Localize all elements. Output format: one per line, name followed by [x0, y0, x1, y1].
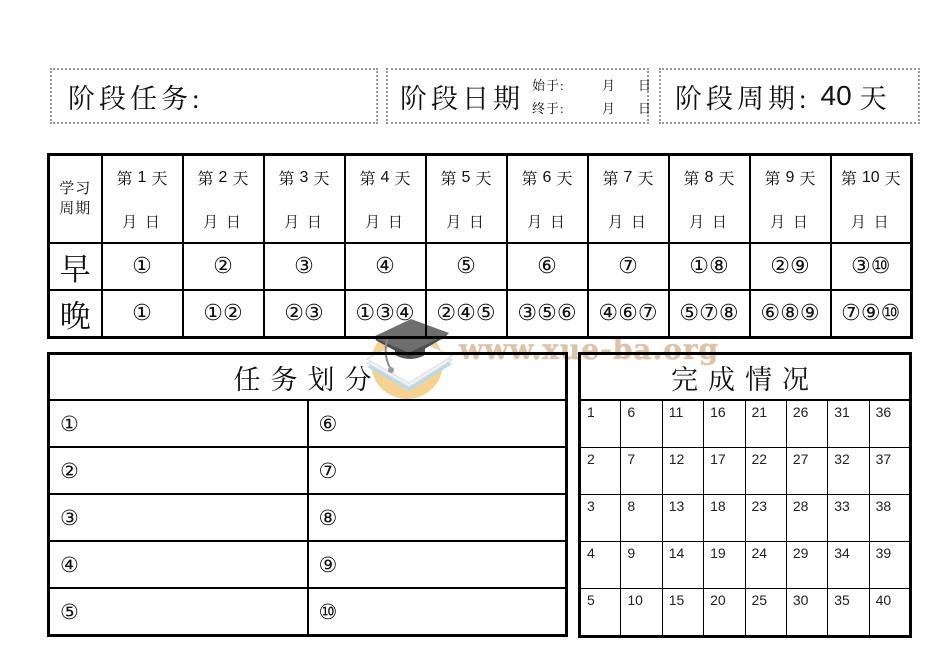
morning-cell: ②	[183, 243, 264, 290]
completion-cell: 39	[869, 542, 910, 589]
completion-cell: 40	[869, 589, 910, 637]
morning-cell: ④	[345, 243, 426, 290]
task-item: ⑥	[308, 400, 567, 447]
evening-cell: ③⑤⑥	[507, 290, 588, 338]
task-item: ①	[49, 400, 308, 447]
morning-cell: ⑦	[588, 243, 669, 290]
task-item: ④	[49, 541, 308, 588]
completion-cell: 20	[704, 589, 745, 637]
completion-cell: 27	[786, 448, 827, 495]
completion-cell: 10	[621, 589, 662, 637]
end-label: 终于:	[532, 101, 565, 116]
completion-cell: 17	[704, 448, 745, 495]
completion-cell: 8	[621, 495, 662, 542]
morning-cell: ③⑩	[831, 243, 912, 290]
completion-cell: 6	[621, 400, 662, 448]
stage-task-box	[50, 68, 378, 124]
study-schedule-table	[47, 153, 913, 339]
stage-date-label: 阶段日期	[400, 83, 524, 114]
completion-cell: 9	[621, 542, 662, 589]
morning-cell: ⑤	[426, 243, 507, 290]
morning-cell: ③	[264, 243, 345, 290]
task-item: ⑦	[308, 447, 567, 494]
completion-cell: 32	[828, 448, 869, 495]
stage-cycle-unit: 天	[859, 83, 891, 114]
task-item: ③	[49, 494, 308, 541]
completion-cell: 35	[828, 589, 869, 637]
completion-cell: 21	[745, 400, 786, 448]
day-header-10: 第 10 天 月 日	[831, 155, 912, 244]
day-header-7: 第 7 天 月 日	[588, 155, 669, 244]
completion-cell: 22	[745, 448, 786, 495]
completion-cell: 38	[869, 495, 910, 542]
evening-cell: ⑤⑦⑧	[669, 290, 750, 338]
evening-cell: ②③	[264, 290, 345, 338]
start-label: 始于:	[532, 78, 565, 93]
completion-status-table	[578, 352, 912, 638]
completion-cell: 26	[786, 400, 827, 448]
completion-cell: 1	[580, 400, 621, 448]
task-item: ⑤	[49, 588, 308, 636]
stage-date-fields	[532, 75, 652, 117]
completion-cell: 4	[580, 542, 621, 589]
completion-cell: 7	[621, 448, 662, 495]
evening-cell: ⑥⑧⑨	[750, 290, 831, 338]
stage-date-box	[386, 68, 653, 124]
completion-cell: 33	[828, 495, 869, 542]
completion-cell: 24	[745, 542, 786, 589]
task-item: ⑩	[308, 588, 567, 636]
watermark-text: www.xue-ba.org	[459, 333, 720, 366]
morning-cell: ②⑨	[750, 243, 831, 290]
day-header-2: 第 2 天 月 日	[183, 155, 264, 244]
completion-cell: 23	[745, 495, 786, 542]
completion-cell: 29	[786, 542, 827, 589]
end-day-label: 日	[638, 101, 653, 116]
morning-cell: ⑥	[507, 243, 588, 290]
completion-cell: 11	[662, 400, 703, 448]
evening-cell: ①③④	[345, 290, 426, 338]
day-header-4: 第 4 天 月 日	[345, 155, 426, 244]
evening-cell: ①②	[183, 290, 264, 338]
corner-header-cell	[49, 155, 102, 244]
evening-cell: ④⑥⑦	[588, 290, 669, 338]
stage-cycle-value: 40	[820, 80, 852, 111]
start-day-label: 日	[638, 78, 653, 93]
completion-cell: 34	[828, 542, 869, 589]
completion-cell: 37	[869, 448, 910, 495]
corner-line1: 学习	[59, 181, 92, 197]
completion-cell: 12	[662, 448, 703, 495]
completion-cell: 31	[828, 400, 869, 448]
completion-cell: 36	[869, 400, 910, 448]
completion-cell: 16	[704, 400, 745, 448]
day-header-5: 第 5 天 月 日	[426, 155, 507, 244]
stage-cycle-box	[659, 68, 920, 124]
start-month-label: 月	[602, 78, 617, 93]
stage-task-label: 阶段任务:	[68, 83, 204, 114]
completion-cell: 2	[580, 448, 621, 495]
day-header-9: 第 9 天 月 日	[750, 155, 831, 244]
day-header-3: 第 3 天 月 日	[264, 155, 345, 244]
end-month-label: 月	[602, 101, 617, 116]
task-item: ⑧	[308, 494, 567, 541]
task-division-title: 任务划分	[49, 354, 567, 401]
completion-cell: 13	[662, 495, 703, 542]
completion-cell: 28	[786, 495, 827, 542]
completion-title: 完成情况	[580, 354, 911, 401]
completion-cell: 18	[704, 495, 745, 542]
completion-cell: 19	[704, 542, 745, 589]
day-header-6: 第 6 天 月 日	[507, 155, 588, 244]
completion-cell: 25	[745, 589, 786, 637]
evening-cell: ②④⑤	[426, 290, 507, 338]
task-item: ②	[49, 447, 308, 494]
completion-cell: 15	[662, 589, 703, 637]
day-header-1: 第 1 天 月 日	[102, 155, 183, 244]
morning-row-label: 早	[49, 243, 102, 290]
completion-cell: 30	[786, 589, 827, 637]
end-date-line	[532, 98, 652, 117]
task-item: ⑨	[308, 541, 567, 588]
completion-cell: 5	[580, 589, 621, 637]
evening-cell: ⑦⑨⑩	[831, 290, 912, 338]
morning-cell: ①⑧	[669, 243, 750, 290]
task-division-table	[47, 352, 568, 637]
morning-cell: ①	[102, 243, 183, 290]
start-date-line	[532, 75, 652, 94]
completion-cell: 3	[580, 495, 621, 542]
day-header-8: 第 8 天 月 日	[669, 155, 750, 244]
evening-row-label: 晚	[49, 290, 102, 338]
corner-line2: 周期	[59, 201, 92, 217]
completion-cell: 14	[662, 542, 703, 589]
stage-cycle-label: 阶段周期:	[675, 83, 811, 114]
evening-cell: ①	[102, 290, 183, 338]
